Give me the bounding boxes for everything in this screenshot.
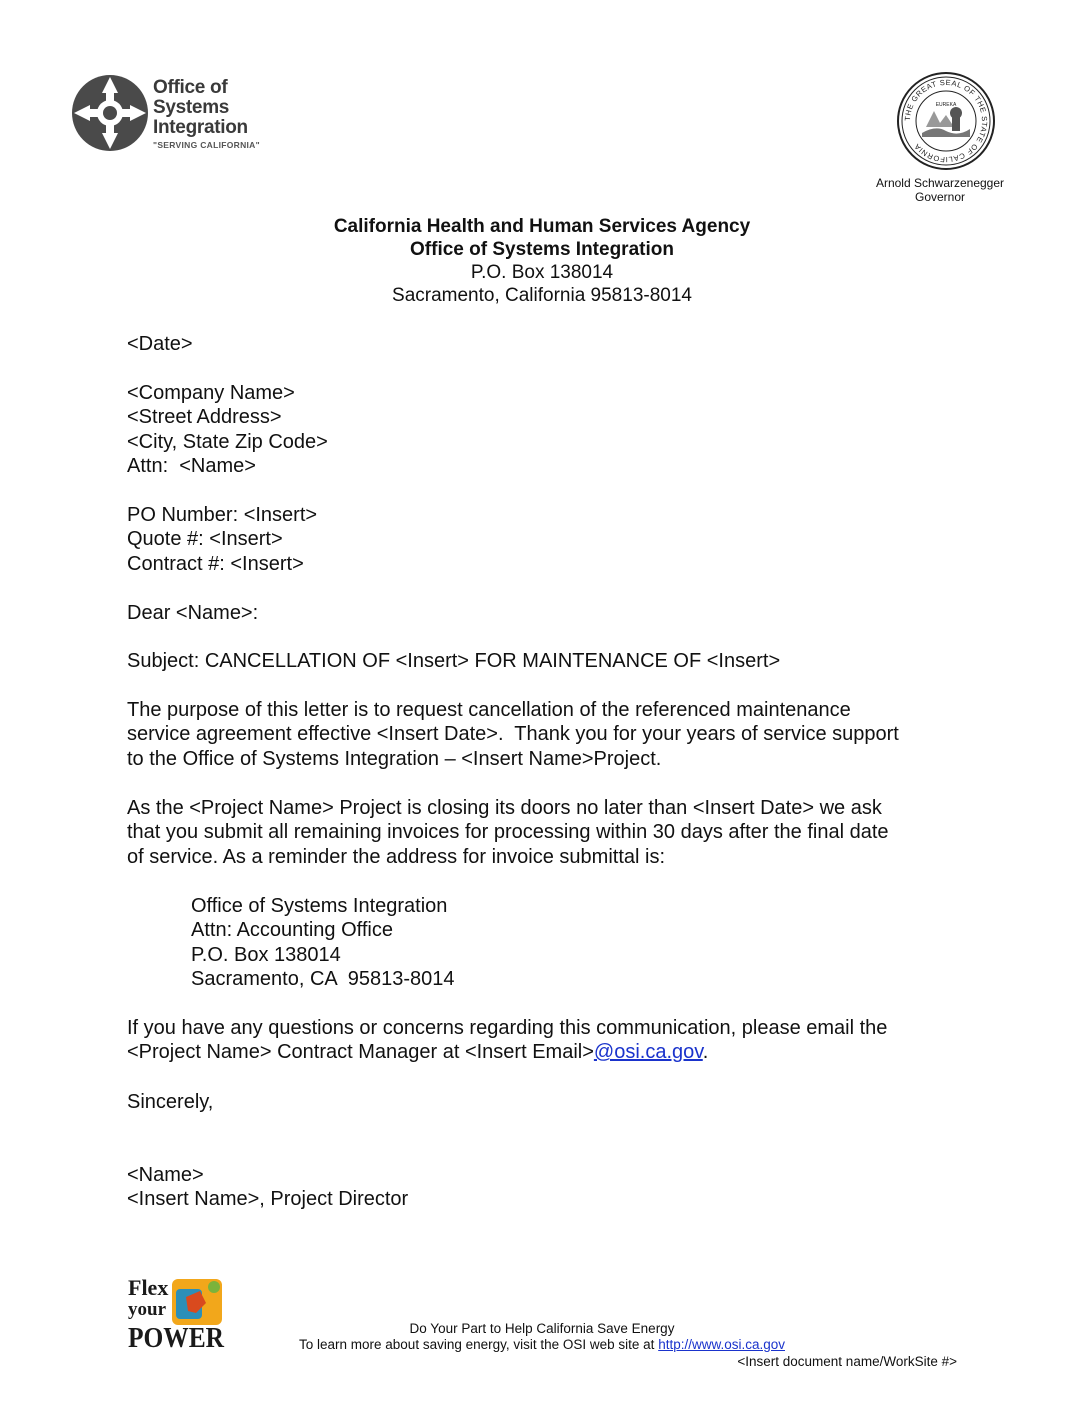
footer-energy-line: Do Your Part to Help California Save Energy (409, 1321, 675, 1336)
period: . (702, 1041, 709, 1064)
email-link[interactable]: @osi.ca.gov (593, 1041, 703, 1064)
footer-osi-line (0, 1337, 1084, 1353)
paragraph-3-line-2 (127, 1040, 967, 1064)
letter-date-block (127, 332, 967, 356)
letterhead-city: Sacramento, California 95813-8014 (392, 285, 692, 306)
your-word: your (128, 1299, 166, 1320)
po-number: PO Number: <Insert> (127, 504, 318, 526)
contract-manager-text: <Project Name> Contract Manager at <Insert Email> (127, 1041, 594, 1064)
paragraph-1-line-1: The purpose of this letter is to request cancellation of the referenced maintenance (127, 699, 851, 721)
letterhead-po-box: P.O. Box 138014 (470, 262, 614, 283)
flex-word: Flex (128, 1275, 169, 1300)
paragraph-2-line-1: As the <Project Name> Project is closing its doors no later than <Insert Date> we ask (127, 797, 882, 819)
quote-number: Quote #: <Insert> (127, 528, 283, 551)
paragraph-2 (127, 796, 967, 869)
recipient-street: <Street Address> (127, 406, 282, 429)
reference-numbers (127, 503, 967, 576)
recipient-company: <Company Name> (127, 382, 295, 404)
california-seal-icon (896, 71, 996, 171)
invoice-address-line-4: Sacramento, CA 95813-8014 (191, 968, 455, 991)
letterhead (0, 215, 1084, 307)
logo-line-2: Systems (153, 97, 230, 118)
seal-motto: EUREKA (935, 102, 957, 108)
salutation-block (127, 601, 967, 625)
salutation: Dear <Name>: (127, 602, 259, 624)
footer (0, 1321, 1084, 1353)
closing: Sincerely, (127, 1091, 214, 1113)
paragraph-3 (127, 1016, 967, 1065)
governor-block (860, 176, 1020, 204)
osi-website-link[interactable]: http://www.osi.ca.gov (658, 1337, 785, 1352)
logo-line-1: Office of (153, 77, 228, 98)
recipient-address (127, 381, 967, 479)
letter-date: <Date> (127, 333, 193, 355)
osi-logo-wordmark (153, 78, 260, 150)
subject-line: Subject: CANCELLATION OF <Insert> FOR MAINTENANCE OF <Insert> (127, 650, 781, 672)
governor-name: Arnold Schwarzenegger (875, 176, 1005, 190)
footer-osi-text: To learn more about saving energy, visit the OSI web site at (299, 1337, 659, 1352)
invoice-address (191, 894, 455, 992)
seal-ring-text: THE GREAT SEAL OF THE STATE OF CALIFORNIA (902, 77, 990, 165)
contract-number: Contract #: <Insert> (127, 552, 304, 575)
logo-line-3: Integration (153, 117, 248, 138)
signer-name: <Name> (127, 1164, 204, 1186)
logo-tagline: "SERVING CALIFORNIA" (153, 140, 260, 150)
paragraph-2-line-2: that you submit all remaining invoices for processing within 30 days after the final date (127, 821, 889, 844)
paragraph-2-line-3: of service. As a reminder the address for invoice submittal is: (127, 845, 666, 868)
agency-name: California Health and Human Services Agency (333, 216, 751, 237)
power-word: POWER (128, 1323, 225, 1354)
recipient-attn: Attn: <Name> (127, 455, 256, 478)
office-name: Office of Systems Integration (410, 239, 674, 260)
paragraph-1 (127, 698, 967, 771)
invoice-address-line-1: Office of Systems Integration (191, 895, 448, 917)
governor-title: Governor (914, 190, 966, 204)
osi-logo-icon (70, 73, 150, 153)
signer-title: <Insert Name>, Project Director (127, 1188, 409, 1211)
recipient-city: <City, State Zip Code> (127, 430, 328, 453)
invoice-address-line-2: Attn: Accounting Office (191, 919, 393, 942)
paragraph-3-line-1: If you have any questions or concerns regarding this communication, please email the (127, 1017, 888, 1039)
paragraph-1-line-2: service agreement effective <Insert Date>. Thank you for your years of service support (127, 723, 899, 746)
document-name: <Insert document name/WorkSite #> (737, 1354, 957, 1369)
subject-block (127, 649, 967, 673)
paragraph-1-line-3: to the Office of Systems Integration – <Insert Name>Project. (127, 747, 662, 770)
invoice-address-line-3: P.O. Box 138014 (191, 943, 341, 966)
closing-block (127, 1090, 967, 1114)
signature-block (127, 1163, 967, 1212)
